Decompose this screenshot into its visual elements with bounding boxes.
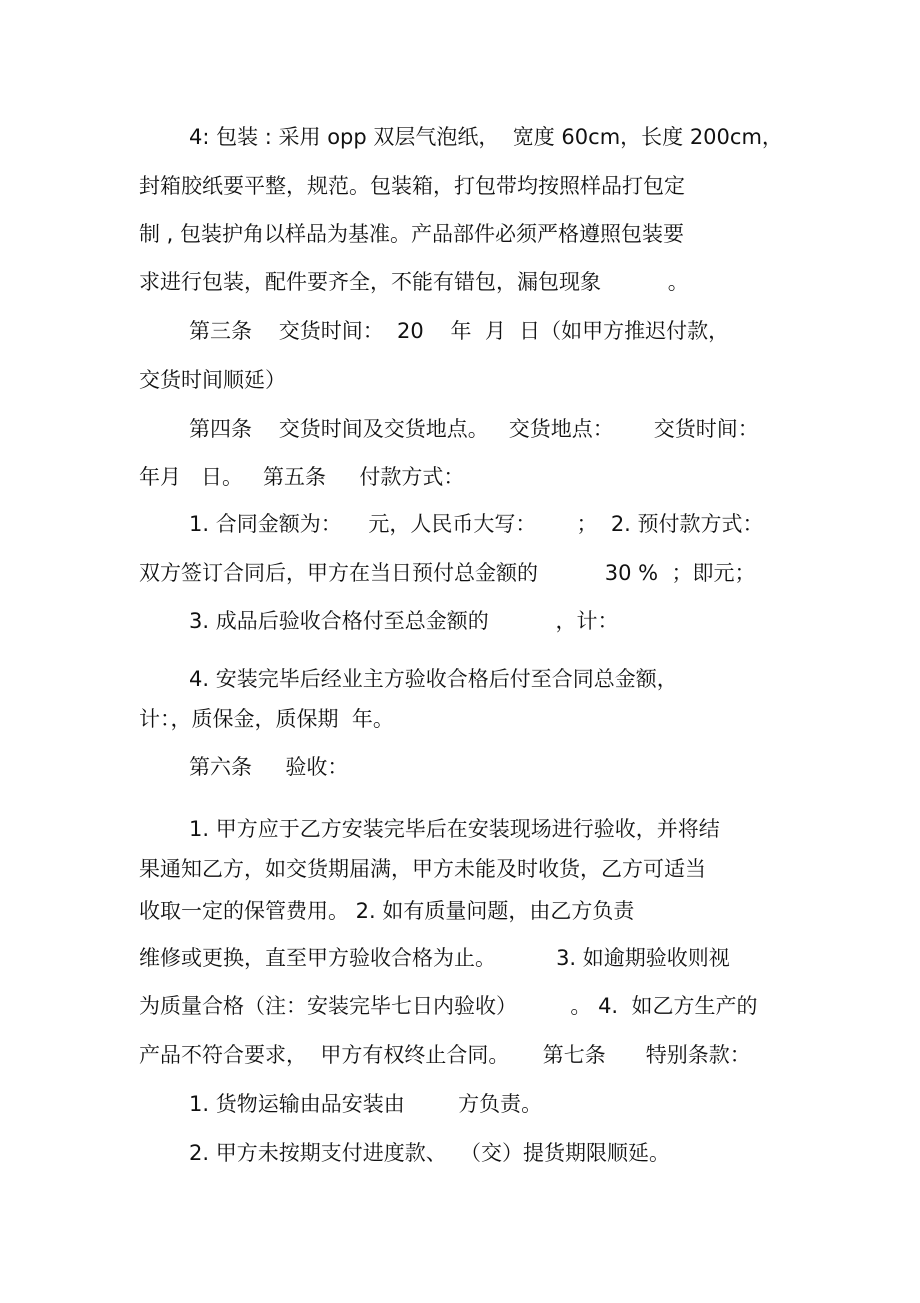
acceptance-line-3: 收取一定的保管费用。 2. 如有质量问题，由乙方负责: [139, 899, 635, 923]
payment-line-2: 双方签订合同后，甲方在当日预付总金额的 30 % ；即元；: [139, 561, 756, 585]
acceptance-line-4: 维修或更换，直至甲方验收合格为止。 3. 如逾期验收则视: [139, 946, 730, 970]
acceptance-line-1: 1. 甲方应于乙方安装完毕后在安装现场进行验收，并将结: [189, 817, 720, 841]
paragraph-line-packaging-2: 封箱胶纸要平整，规范。包装箱，打包带均按照样品打包定: [139, 174, 685, 198]
paragraph-line-packaging-3: 制 , 包装护角以样品为基准。产品部件必须严格遵照包装要: [139, 222, 685, 246]
acceptance-line-2: 果通知乙方，如交货期届满，甲方未能及时收货，乙方可适当: [139, 857, 706, 881]
payment-line-4: 4. 安装完毕后经业主方验收合格后付至合同总金额，: [189, 667, 678, 691]
payment-line-5: 计：，质保金，质保期 年。: [139, 707, 394, 731]
article-three-line: 第三条 交货时间： 20 年 月 日（如甲方推迟付款，: [189, 319, 730, 343]
article-four-line: 第四条 交货时间及交货地点。 交货地点： 交货时间：: [189, 417, 759, 441]
payment-line-3: 3. 成品后验收合格付至总金额的 ，计：: [189, 609, 619, 633]
payment-line-1: 1. 合同金额为： 元，人民币大写： ； 2. 预付款方式：: [189, 512, 764, 536]
special-terms-line-1: 1. 货物运输由品安装由 方负责。: [189, 1092, 543, 1116]
acceptance-line-6: 产品不符合要求， 甲方有权终止合同。 第七条 特别条款：: [139, 1043, 751, 1067]
article-three-line-2: 交货时间顺延）: [139, 368, 286, 392]
paragraph-line-packaging-4: 求进行包装，配件要齐全，不能有错包，漏包现象 。: [139, 270, 689, 294]
paragraph-line-packaging: 4: 包装 : 采用 opp 双层气泡纸， 宽度 60cm，长度 200cm，: [189, 125, 783, 149]
article-six-heading: 第六条 验收：: [189, 755, 349, 779]
special-terms-line-2: 2. 甲方未按期支付进度款、 （交）提货期限顺延。: [189, 1141, 671, 1165]
article-five-line: 年月 日。 第五条 付款方式：: [139, 465, 465, 489]
acceptance-line-5: 为质量合格（注：安装完毕七日内验收） 。 4. 如乙方生产的: [139, 994, 758, 1018]
